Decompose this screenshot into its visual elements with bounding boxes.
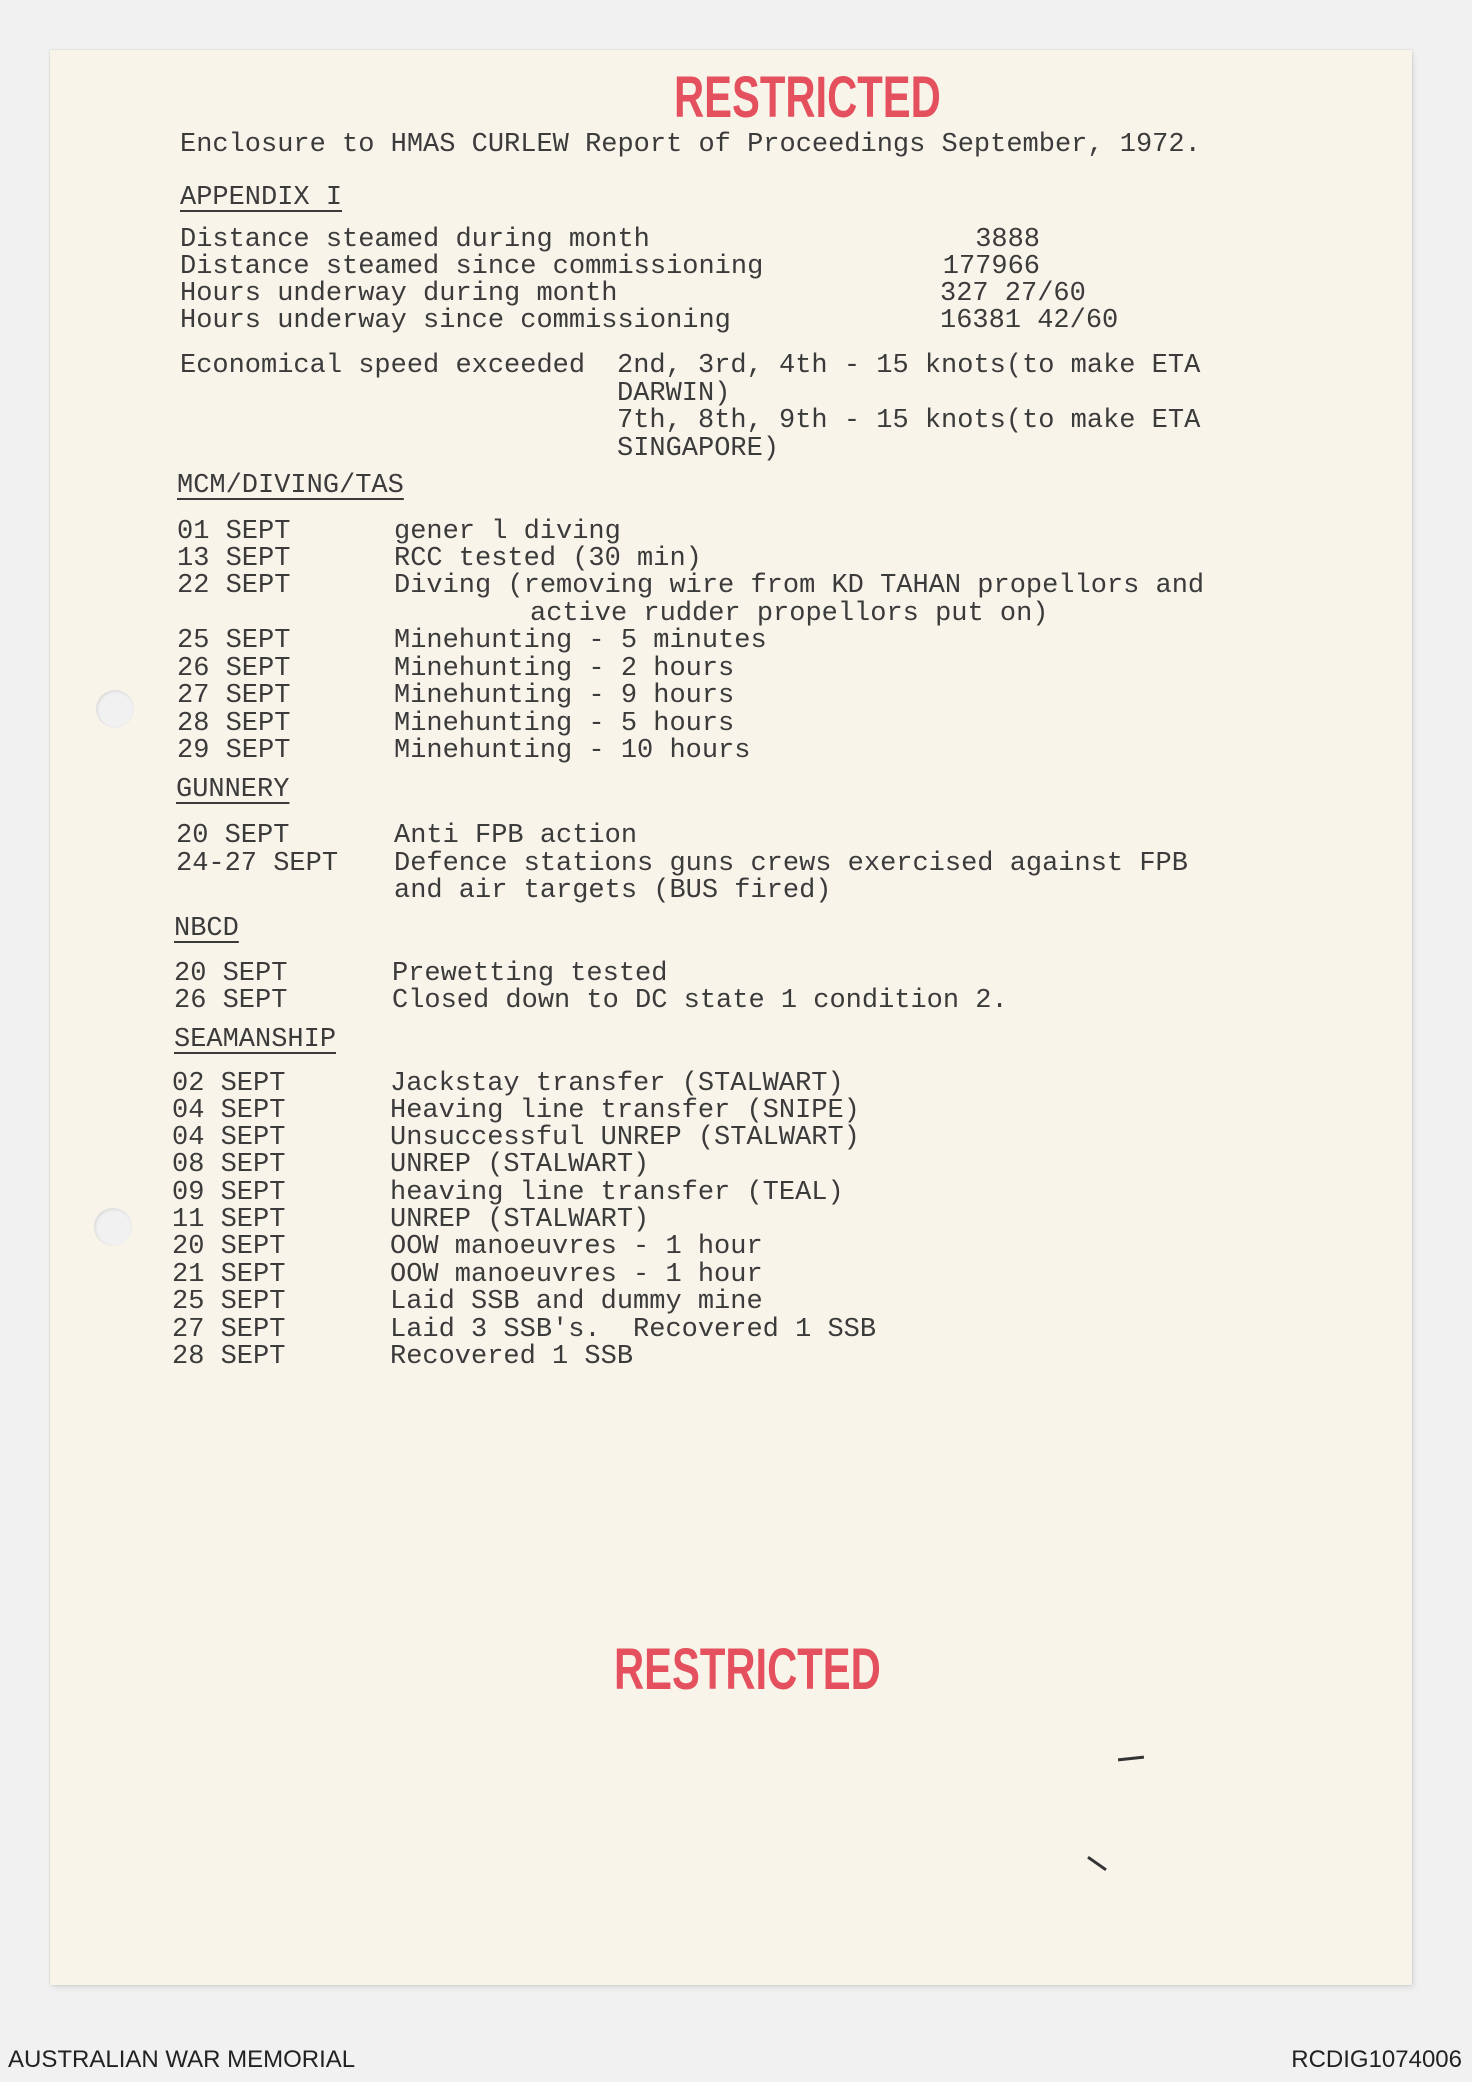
entry-text: UNREP (STALWART) (390, 1150, 650, 1180)
entry-text: active rudder propellors put on) (530, 599, 1049, 629)
economy-line: DARWIN) (617, 379, 731, 409)
stat-label: Hours underway during month (180, 279, 618, 309)
entry-date: 20 SEPT (174, 959, 288, 989)
entry-date: 09 SEPT (172, 1178, 286, 1208)
entry-text: Anti FPB action (394, 821, 638, 851)
entry-text: Laid SSB and dummy mine (390, 1287, 763, 1317)
stat-label: Distance steamed during month (180, 225, 650, 255)
economy-line: SINGAPORE) (617, 434, 780, 464)
entry-text: Closed down to DC state 1 condition 2. (392, 986, 1008, 1016)
entry-text: Minehunting - 5 hours (394, 709, 735, 739)
entry-date: 28 SEPT (172, 1342, 286, 1372)
stat-value: 3888 (975, 225, 1040, 255)
entry-text: Jackstay transfer (STALWART) (390, 1069, 844, 1099)
punch-hole (96, 690, 134, 728)
section-title: SEAMANSHIP (174, 1025, 337, 1055)
entry-text: OOW manoeuvres - 1 hour (390, 1260, 763, 1290)
entry-date: 22 SEPT (177, 571, 291, 601)
entry-text: OOW manoeuvres - 1 hour (390, 1232, 763, 1262)
entry-date: 04 SEPT (172, 1123, 286, 1153)
entry-text: RCC tested (30 min) (394, 544, 702, 574)
entry-date: 27 SEPT (177, 681, 291, 711)
economy-line: 2nd, 3rd, 4th - 15 knots(to make ETA (617, 351, 1201, 381)
entry-text: Minehunting - 9 hours (394, 681, 735, 711)
entry-date: 21 SEPT (172, 1260, 286, 1290)
entry-date: 28 SEPT (177, 709, 291, 739)
entry-text: gener l diving (394, 517, 621, 547)
entry-text: Diving (removing wire from KD TAHAN propellors and (394, 571, 1205, 601)
economy-line: 7th, 8th, 9th - 15 knots(to make ETA (617, 406, 1201, 436)
footer-left: AUSTRALIAN WAR MEMORIAL (8, 2046, 356, 2073)
entry-text: Minehunting - 2 hours (394, 654, 735, 684)
section-title: NBCD (174, 914, 239, 944)
entry-text: Recovered 1 SSB (390, 1342, 634, 1372)
header-line: Enclosure to HMAS CURLEW Report of Proceedings September, 1972. (180, 130, 1201, 160)
section-title: MCM/DIVING/TAS (177, 471, 404, 501)
section-title: GUNNERY (176, 775, 290, 805)
entry-text: Heaving line transfer (SNIPE) (390, 1096, 860, 1126)
entry-text: Defence stations guns crews exercised against FPB (394, 849, 1188, 879)
stat-value: 327 27/60 (940, 279, 1086, 309)
entry-date: 08 SEPT (172, 1150, 286, 1180)
restricted-stamp-bottom: RESTRICTED (614, 1637, 881, 1702)
stat-label: Hours underway since commissioning (180, 306, 731, 336)
entry-date: 02 SEPT (172, 1069, 286, 1099)
entry-date: 29 SEPT (177, 736, 291, 766)
entry-date: 25 SEPT (177, 626, 291, 656)
appendix-title: APPENDIX I (180, 183, 343, 213)
entry-date: 20 SEPT (172, 1232, 286, 1262)
entry-text: heaving line transfer (TEAL) (390, 1178, 844, 1208)
entry-text: Minehunting - 10 hours (394, 736, 751, 766)
entry-date: 27 SEPT (172, 1315, 286, 1345)
entry-date: 24-27 SEPT (176, 849, 339, 879)
entry-date: 20 SEPT (176, 821, 290, 851)
entry-text: Prewetting tested (392, 959, 668, 989)
entry-text: Unsuccessful UNREP (STALWART) (390, 1123, 860, 1153)
stat-label: Distance steamed since commissioning (180, 252, 764, 282)
entry-date: 13 SEPT (177, 544, 291, 574)
economy-label: Economical speed exceeded (180, 351, 586, 381)
entry-text: Laid 3 SSB's. Recovered 1 SSB (390, 1315, 877, 1345)
entry-date: 01 SEPT (177, 517, 291, 547)
entry-date: 11 SEPT (172, 1205, 286, 1235)
stat-value: 16381 42/60 (940, 306, 1119, 336)
entry-text: Minehunting - 5 minutes (394, 626, 767, 656)
entry-date: 04 SEPT (172, 1096, 286, 1126)
stat-value: 177966 (942, 252, 1040, 282)
entry-date: 26 SEPT (174, 986, 288, 1016)
footer-right: RCDIG1074006 (1291, 2046, 1462, 2073)
restricted-stamp-top: RESTRICTED (674, 65, 941, 130)
entry-date: 26 SEPT (177, 654, 291, 684)
entry-date: 25 SEPT (172, 1287, 286, 1317)
entry-text: and air targets (BUS fired) (394, 876, 832, 906)
entry-text: UNREP (STALWART) (390, 1205, 650, 1235)
punch-hole (94, 1208, 132, 1246)
